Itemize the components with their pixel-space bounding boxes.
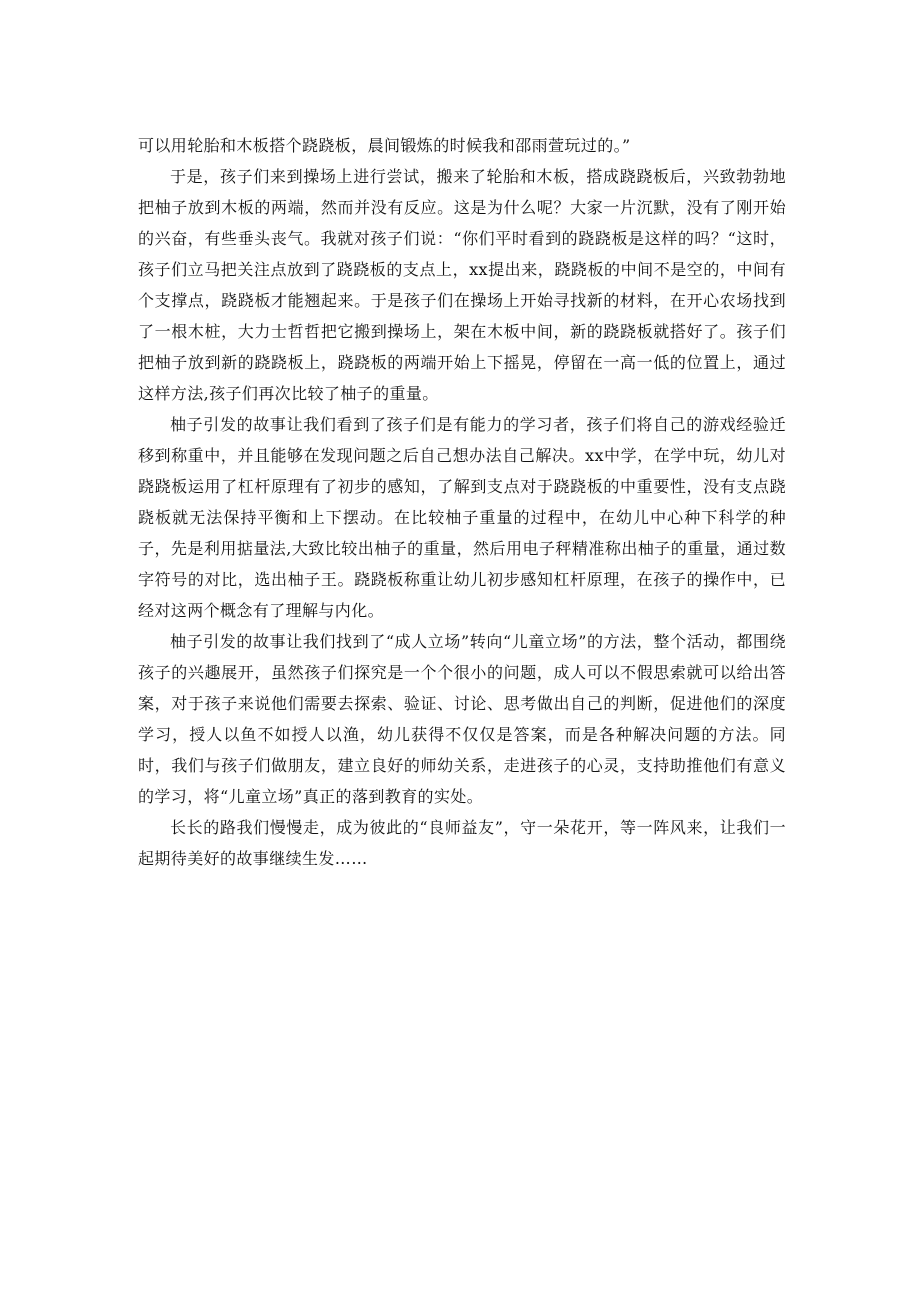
paragraph-1: 可以用轮胎和木板搭个跷跷板，晨间锻炼的时候我和邵雨萱玩过的。” bbox=[138, 136, 631, 155]
paragraph-3: 柚子引发的故事让我们看到了孩子们是有能力的学习者，孩子们将自己的游戏经验迁移到称重中，并且能够在发现问题之后自己想办法自己解决。xx中学，在学中玩，幼儿对跷跷板运用了杠杆原理有了初步的感知，了解到支点对于跷跷板的中重要性，没有支点跷跷板就无法保持平衡和上下摆动。在比较柚子重量的过程中，在幼儿中心种下科学的种子，先是利用掂量法,大致比较出柚子的重量，然后用电子秤精准称出柚子的重量，通过数字符号的对比，选出柚子王。跷跷板称重让幼儿初步感知杠杆原理，在孩子的操作中，已经对这两个概念有了理解与内化。 bbox=[138, 415, 786, 620]
document-body bbox=[138, 130, 786, 874]
paragraph-2: 于是，孩子们来到操场上进行尝试，搬来了轮胎和木板，搭成跷跷板后，兴致勃勃地把柚子放到木板的两端，然而并没有反应。这是为什么呢？大家一片沉默，没有了刚开始的兴奋，有些垂头丧气。我就对孩子们说：“你们平时看到的跷跷板是这样的吗？“这时，孩子们立马把关注点放到了跷跷板的支点上，xx提出来，跷跷板的中间不是空的，中间有个支撑点，跷跷板才能翘起来。于是孩子们在操场上开始寻找新的材料，在开心农场找到了一根木桩，大力士哲哲把它搬到操场上，架在木板中间，新的跷跷板就搭好了。孩子们把柚子放到新的跷跷板上，跷跷板的两端开始上下摇晃，停留在一高一低的位置上，通过这样方法,孩子们再次比较了柚子的重量。 bbox=[138, 167, 786, 403]
paragraph-5: 长长的路我们慢慢走，成为彼此的“良师益友”，守一朵花开，等一阵风来，让我们一起期待美好的故事继续生发…… bbox=[138, 818, 786, 868]
paragraph-4: 柚子引发的故事让我们找到了“成人立场”转向“儿童立场”的方法，整个活动，都围绕孩子的兴趣展开，虽然孩子们探究是一个个很小的问题，成人可以不假思索就可以给出答案，对于孩子来说他们需要去探索、验证、讨论、思考做出自己的判断，促进他们的深度学习，授人以鱼不如授人以渔，幼儿获得不仅仅是答案，而是各种解决问题的方法。同时，我们与孩子们做朋友，建立良好的师幼关系，走进孩子的心灵，支持助推他们有意义的学习，将“儿童立场”真正的落到教育的实处。 bbox=[138, 632, 786, 806]
